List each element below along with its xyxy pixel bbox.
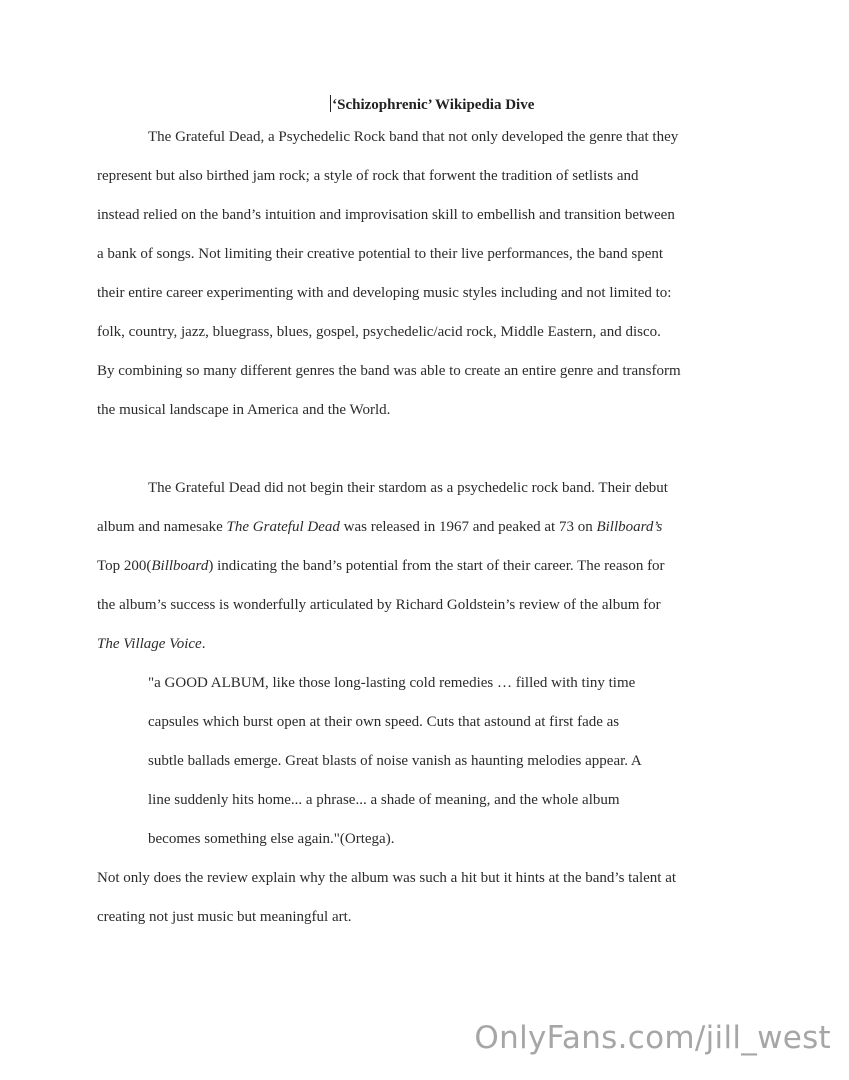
paragraph-intro [97,118,759,430]
paragraph-line: instead relied on the band’s intuition and improvisation skill to embellish and transition between [97,207,675,223]
paragraph-line: folk, country, jazz, bluegrass, blues, gospel, psychedelic/acid rock, Middle Eastern, and disco. [97,324,661,340]
quote-line: line suddenly hits home... a phrase... a shade of meaning, and the whole album [148,792,620,808]
paragraph-line: a bank of songs. Not limiting their creative potential to their live performances, the band spent [97,246,664,262]
album-title: The Grateful Dead [226,519,340,535]
title-text: ‘Schizophrenic’ Wikipedia Dive [332,97,535,113]
document-title [97,92,759,118]
paragraph-line [97,625,759,664]
block-quote [97,664,759,859]
paragraph-line: the album’s success is wonderfully articulated by Richard Goldstein’s review of the album for [97,597,661,613]
text-run: ) indicating the band’s potential from the start of their career. The reason for [208,558,665,574]
quote-line: subtle ballads emerge. Great blasts of noise vanish as haunting melodies appear. A [148,753,642,769]
document-page [97,92,759,937]
paragraph-line: creating not just music but meaningful art. [97,909,352,925]
paragraph-line: The Grateful Dead, a Psychedelic Rock band that not only developed the genre that they [148,129,679,145]
text-cursor [330,95,332,112]
paragraph-line: their entire career experimenting with and developing music styles including and not limited to: [97,285,672,301]
text-run: was released in 1967 and peaked at 73 on [339,519,597,535]
text-run: . [201,636,206,652]
quote-line: "a GOOD ALBUM, like those long-lasting cold remedies … filled with tiny time [148,675,636,691]
text-run: album and namesake [97,519,227,535]
paragraph-line [97,547,759,586]
paragraph-debut [97,469,759,664]
paragraph-line [97,508,759,547]
blank-line [97,430,759,469]
paragraph-closing [97,859,759,937]
publication-name: The Village Voice [97,636,202,652]
publication-name: Billboard’s [596,519,663,535]
paragraph-line: the musical landscape in America and the World. [97,402,391,418]
paragraph-line: The Grateful Dead did not begin their stardom as a psychedelic rock band. Their debut [148,480,668,496]
paragraph-line: By combining so many different genres the band was able to create an entire genre and transform [97,363,681,379]
quote-line: capsules which burst open at their own speed. Cuts that astound at first fade as [148,714,620,730]
quote-line: becomes something else again."(Ortega). [148,831,395,847]
paragraph-line: represent but also birthed jam rock; a style of rock that forwent the tradition of setlists and [97,168,639,184]
watermark: OnlyFans.com/jill_west [474,1020,831,1056]
citation-source: Billboard [151,558,209,574]
text-run: Top 200( [97,558,152,574]
paragraph-line: Not only does the review explain why the album was such a hit but it hints at the band’s talent at [97,870,677,886]
